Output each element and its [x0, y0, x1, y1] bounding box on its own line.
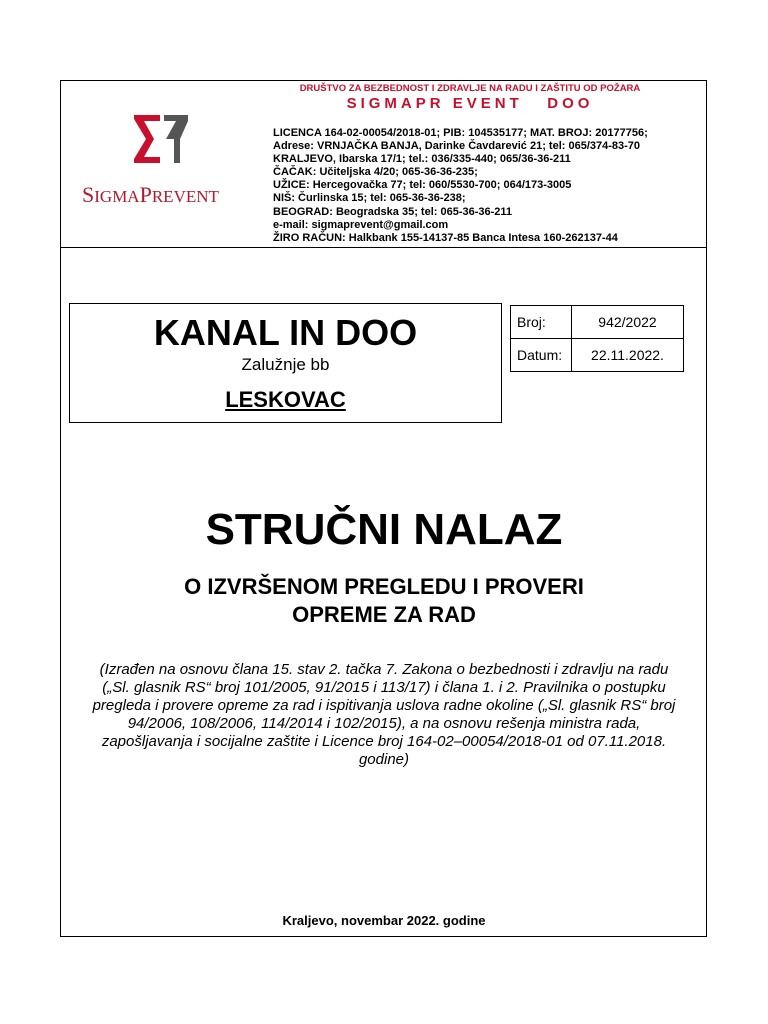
info-line: NIŠ: Čurlinska 15; tel: 065-36-36-238;	[273, 192, 466, 205]
info-line: ČAČAK: Učiteljska 4/20; 065-36-36-235;	[273, 166, 478, 179]
date-label: Datum:	[511, 339, 572, 372]
company-name: SIGMAPR EVENT DOO	[346, 95, 594, 112]
info-line: e-mail: sigmaprevent@gmail.com	[273, 218, 449, 231]
organization-type: DRUŠTVO ZA BEZBEDNOST I ZDRAVLJE NA RADU I ZAŠTITU OD POŽARA	[299, 83, 641, 94]
info-line: LICENCA 164-02-00054/2018-01; PIB: 104535177; MAT. BROJ: 20177756;	[273, 127, 648, 139]
date-value: 22.11.2022.	[572, 339, 684, 372]
recipient-city: LESKOVAC	[225, 387, 346, 412]
logo-wordmark: SIGMAPREVENT	[82, 182, 219, 207]
legal-basis-line: pregleda i provere opreme za rad i ispitivanja uslova radne okoline („Sl. glasnik RS“ broj	[92, 697, 676, 714]
place-and-date: Kraljevo, novembar 2022. godine	[282, 913, 486, 928]
recipient-street: Zalužnje bb	[241, 355, 330, 374]
info-line: Adrese: VRNJAČKA BANJA, Darinke Čavdarević 21; tel: 065/374-83-70	[273, 140, 641, 153]
recipient-box	[69, 303, 502, 423]
info-line: BEOGRAD: Beogradska 35; tel: 065-36-36-211	[273, 205, 513, 218]
info-line: UŽICE: Hercegovačka 77; tel: 060/5530-700; 064/173-3005	[273, 179, 572, 192]
number-label: Broj:	[511, 306, 572, 339]
legal-basis-line: („Sl. glasnik RS“ broj 101/2005, 91/2015 i 113/17) i člana 1. i 2. Pravilnika o postupku	[102, 679, 666, 696]
info-line: ŽIRO RAČUN: Halkbank 155-14137-85 Banca Intesa 160-262137-44	[273, 231, 618, 244]
company-contact-info	[273, 127, 648, 245]
legal-basis-line: (Izrađen na osnovu člana 15. stav 2. tačka 7. Zakona o bezbednosti i zdravlju na radu	[99, 661, 669, 678]
document-subtitle: O IZVRŠENOM PREGLEDU I PROVERI OPREME ZA RAD	[184, 574, 584, 627]
legal-basis-line: godine)	[358, 751, 410, 768]
info-line: KRALJEVO, Ibarska 17/1; tel.: 036/335-440; 065/36-36-211	[273, 153, 571, 166]
sigma-logo-icon	[130, 111, 192, 167]
legal-basis-line: zapošljavanja i socijalne zaštite i Licence broj 164-02–00054/2018-01 od 07.11.2018.	[101, 733, 667, 750]
reference-row-date	[511, 339, 684, 372]
number-value: 942/2022	[572, 306, 684, 339]
header-divider	[60, 247, 707, 248]
document-title: STRUČNI NALAZ	[205, 505, 563, 554]
reference-row-number	[511, 306, 684, 339]
recipient-name: KANAL IN DOO	[153, 312, 418, 353]
legal-basis	[84, 661, 684, 769]
legal-basis-line: 94/2006, 108/2006, 114/2014 i 102/2015), a na osnovu rešenja ministra rada,	[127, 715, 641, 732]
reference-table	[510, 305, 684, 372]
